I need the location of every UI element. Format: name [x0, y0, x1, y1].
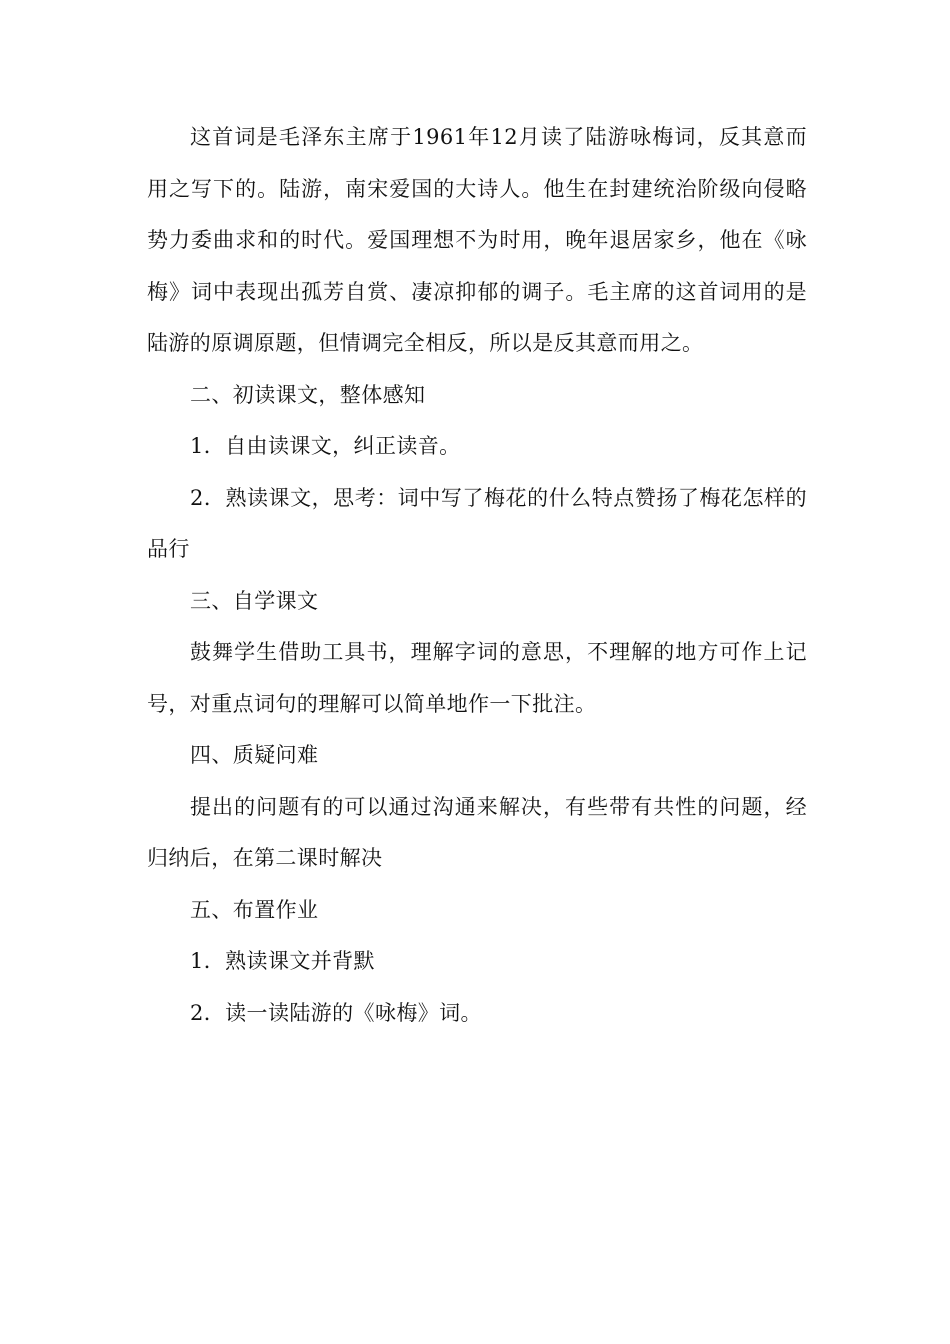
section-heading-2: 二、初读课文，整体感知 — [190, 382, 426, 407]
list-item: 2．熟读课文，思考：词中写了梅花的什么特点赞扬了梅花怎样的品行 — [147, 485, 807, 561]
list-item: 1．熟读课文并背默 — [190, 949, 375, 973]
section-heading-5: 五、布置作业 — [190, 897, 319, 922]
document-body — [147, 112, 807, 1039]
body-paragraph: 鼓舞学生借助工具书，理解字词的意思，不理解的地方可作上记号，对重点词句的理解可以简单地作一下批注。 — [147, 640, 807, 716]
body-paragraph: 提出的问题有的可以通过沟通来解决，有些带有共性的问题，经归纳后，在第二课时解决 — [147, 794, 807, 870]
intro-paragraph: 这首词是毛泽东主席于1961年12月读了陆游咏梅词，反其意而用之写下的。陆游，南宋爱国的大诗人。他生在封建统治阶级向侵略势力委曲求和的时代。爱国理想不为时用，晚年退居家乡，他在《咏梅》词中表现出孤芳自赏、凄凉抑郁的调子。毛主席的这首词用的是陆游的原调原题，但情调完全相反，所以是反其意而用之。 — [147, 125, 807, 355]
section-heading-3: 三、自学课文 — [190, 588, 319, 613]
list-item: 2．读一读陆游的《咏梅》词。 — [190, 1000, 482, 1025]
list-item: 1．自由读课文，纠正读音。 — [190, 434, 461, 458]
section-heading-4: 四、质疑问难 — [190, 743, 319, 767]
